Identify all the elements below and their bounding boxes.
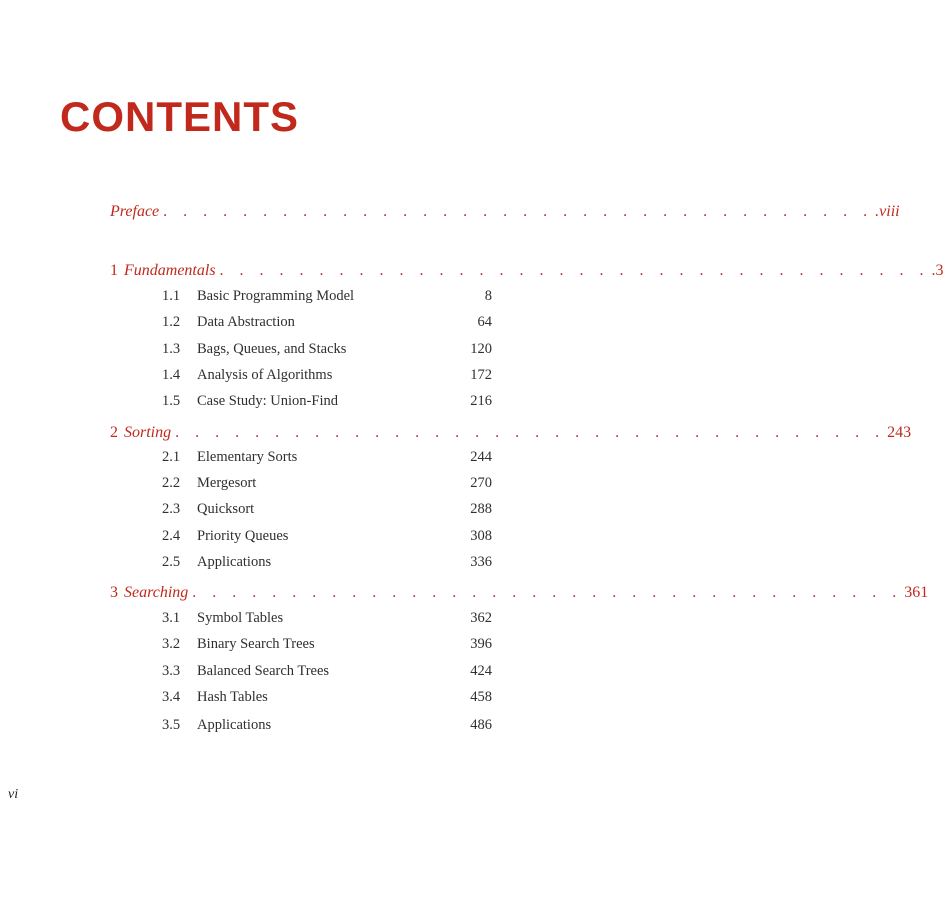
section-title: Symbol Tables (197, 610, 284, 626)
toc-section-3-3[interactable] (162, 662, 492, 680)
section-number: 2.1 (162, 449, 181, 465)
section-title: Mergesort (197, 475, 257, 491)
section-number: 3.5 (162, 717, 181, 733)
section-page-number: 396 (470, 636, 492, 652)
preface-label: Preface (110, 203, 160, 220)
toc-section-2-4[interactable] (162, 527, 492, 545)
section-title: Data Abstraction (197, 314, 295, 330)
section-page-number: 288 (470, 501, 492, 517)
toc-chapter-2[interactable] (110, 423, 912, 443)
section-title: Analysis of Algorithms (197, 367, 333, 383)
dot-leader: . . . . . . . . . . . . . . . . . . . . . . . . . . . . . . . . . . . . (192, 584, 903, 601)
toc-section-1-4[interactable] (162, 366, 492, 384)
page-folio: vi (8, 787, 19, 802)
section-page-number: 308 (470, 528, 492, 544)
section-page-number: 424 (470, 663, 492, 679)
section-number: 2.4 (162, 528, 181, 544)
toc-section-1-5[interactable] (162, 392, 492, 410)
section-page-number: 486 (470, 717, 492, 733)
section-page-number: 120 (470, 341, 492, 357)
dot-leader: . . . . . . . . . . . . . . . . . . . . . . . . . . . . . . . . . . . . (163, 203, 874, 220)
section-page-number: 270 (470, 475, 492, 491)
toc-preface-entry[interactable] (110, 202, 900, 222)
section-page-number: 336 (470, 554, 492, 570)
section-page-number: 458 (470, 689, 492, 705)
section-number: 1.3 (162, 341, 181, 357)
preface-page-number: .viii (875, 203, 900, 220)
dot-leader: . . . . . . . . . . . . . . . . . . . . . . . . . . . . . . . . . . . . (175, 424, 886, 441)
section-number: 1.5 (162, 393, 181, 409)
chapter-title: Searching (124, 584, 189, 601)
section-number: 1.2 (162, 314, 181, 330)
section-page-number: 216 (470, 393, 492, 409)
section-number: 2.5 (162, 554, 181, 570)
toc-section-2-1[interactable] (162, 448, 492, 466)
section-number: 3.1 (162, 610, 181, 626)
toc-section-1-2[interactable] (162, 313, 492, 331)
section-number: 3.2 (162, 636, 181, 652)
section-page-number: 8 (484, 288, 492, 304)
toc-section-1-3[interactable] (162, 340, 492, 358)
section-title: Applications (197, 554, 272, 570)
toc-section-3-1[interactable] (162, 609, 492, 627)
chapter-page-number: 243 (887, 424, 912, 441)
section-number: 2.2 (162, 475, 181, 491)
chapter-page-number: 361 (904, 584, 929, 601)
chapter-number: 1 (110, 262, 118, 279)
chapter-page-number: .3 (931, 262, 944, 279)
section-title: Quicksort (197, 501, 255, 517)
section-page-number: 172 (470, 367, 492, 383)
toc-section-3-4[interactable] (162, 688, 492, 706)
section-title: Applications (197, 717, 272, 733)
section-number: 1.4 (162, 367, 181, 383)
section-number: 3.4 (162, 689, 181, 705)
section-page-number: 362 (470, 610, 492, 626)
section-title: Hash Tables (197, 689, 268, 705)
toc-section-3-5[interactable] (162, 716, 492, 734)
toc-section-2-5[interactable] (162, 553, 492, 571)
chapter-title: Sorting (124, 424, 172, 441)
toc-section-2-2[interactable] (162, 474, 492, 492)
section-title: Basic Programming Model (197, 288, 355, 304)
toc-section-3-2[interactable] (162, 635, 492, 653)
toc-section-1-1[interactable] (162, 287, 492, 305)
section-number: 3.3 (162, 663, 181, 679)
section-title: Bags, Queues, and Stacks (197, 341, 347, 357)
section-title: Elementary Sorts (197, 449, 298, 465)
toc-chapter-3[interactable] (110, 583, 929, 603)
section-page-number: 64 (477, 314, 492, 330)
dot-leader: . . . . . . . . . . . . . . . . . . . . . . . . . . . . . . . . . . . . (219, 262, 930, 279)
section-title: Case Study: Union-Find (197, 393, 338, 409)
chapter-title: Fundamentals (124, 262, 216, 279)
section-title: Balanced Search Trees (197, 663, 330, 679)
section-number: 2.3 (162, 501, 181, 517)
toc-section-2-3[interactable] (162, 500, 492, 518)
section-number: 1.1 (162, 288, 181, 304)
chapter-number: 2 (110, 424, 118, 441)
section-title: Binary Search Trees (197, 636, 315, 652)
section-page-number: 244 (470, 449, 492, 465)
chapter-number: 3 (110, 584, 118, 601)
toc-chapter-1[interactable] (110, 261, 944, 281)
section-title: Priority Queues (197, 528, 289, 544)
page-title: CONTENTS (60, 93, 299, 140)
